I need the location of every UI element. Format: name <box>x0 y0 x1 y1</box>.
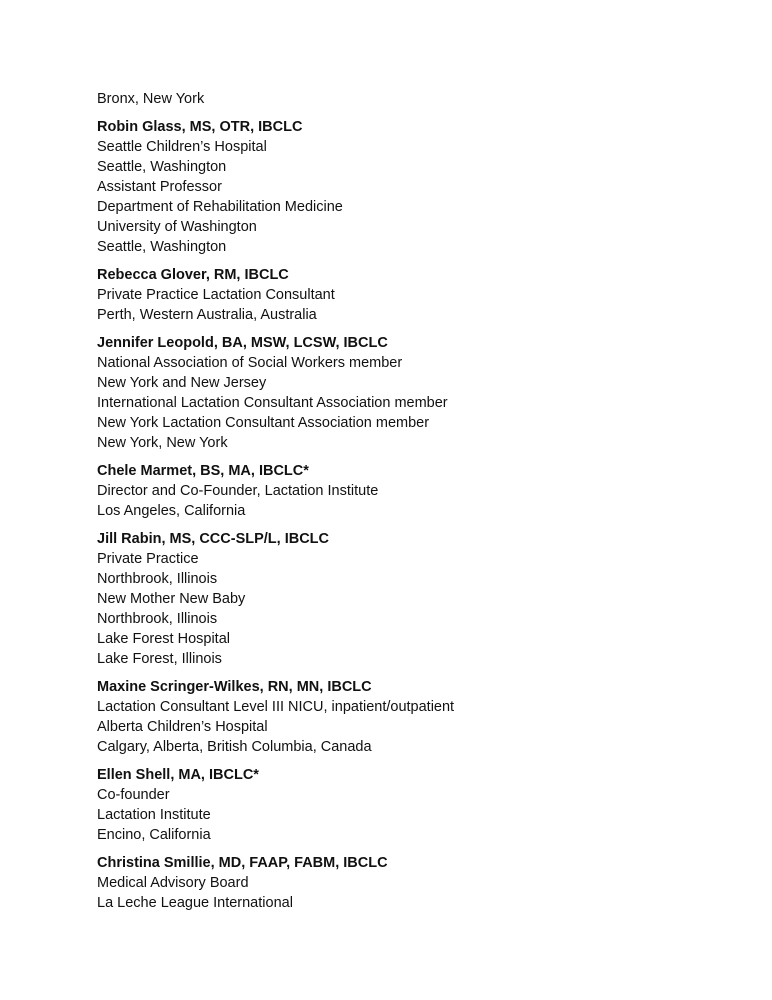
entry-line: Director and Co-Founder, Lactation Institute <box>97 483 379 499</box>
entry-line: Lake Forest, Illinois <box>97 651 222 667</box>
entry-line: Lactation Institute <box>97 807 211 823</box>
contributor-name: Christina Smillie, MD, FAAP, FABM, IBCLC <box>97 855 388 871</box>
contributor-entry <box>97 461 737 521</box>
entry-line: Department of Rehabilitation Medicine <box>97 199 343 215</box>
contributor-entry <box>97 265 737 325</box>
entry-line: New York and New Jersey <box>97 375 267 391</box>
contributor-entry <box>97 765 737 845</box>
entry-line: Medical Advisory Board <box>97 875 249 891</box>
entry-line: University of Washington <box>97 219 257 235</box>
entry-line: La Leche League International <box>97 895 293 911</box>
contributor-entry <box>97 853 737 913</box>
entry-line: Northbrook, Illinois <box>97 611 218 627</box>
contributor-name: Ellen Shell, MA, IBCLC* <box>97 767 259 783</box>
contributor-name: Maxine Scringer-Wilkes, RN, MN, IBCLC <box>97 679 372 695</box>
entry-line: Bronx, New York <box>97 91 205 107</box>
contributor-entry <box>97 677 737 757</box>
entry-line: New York Lactation Consultant Association member <box>97 415 430 431</box>
entry-line: Perth, Western Australia, Australia <box>97 307 317 323</box>
entry-line: Seattle, Washington <box>97 159 227 175</box>
entry-line: National Association of Social Workers member <box>97 355 403 371</box>
entry-line: Alberta Children’s Hospital <box>97 719 268 735</box>
entry-line: Northbrook, Illinois <box>97 571 218 587</box>
contributor-entry <box>97 333 737 453</box>
entry-line: New Mother New Baby <box>97 591 246 607</box>
entry-line: Encino, California <box>97 827 211 843</box>
entry-line: Seattle, Washington <box>97 239 227 255</box>
entry-line: Co-founder <box>97 787 170 803</box>
contributor-name: Jennifer Leopold, BA, MSW, LCSW, IBCLC <box>97 335 388 351</box>
entry-line: Private Practice <box>97 551 199 567</box>
entry-line: New York, New York <box>97 435 228 451</box>
contributor-name: Rebecca Glover, RM, IBCLC <box>97 267 289 283</box>
continued-entry <box>97 89 737 109</box>
contributor-name: Robin Glass, MS, OTR, IBCLC <box>97 119 303 135</box>
entry-line: Los Angeles, California <box>97 503 246 519</box>
entry-line: Seattle Children’s Hospital <box>97 139 267 155</box>
contributor-entry <box>97 117 737 257</box>
entry-line: Calgary, Alberta, British Columbia, Canada <box>97 739 372 755</box>
document-page <box>97 89 737 913</box>
contributor-entry <box>97 529 737 669</box>
contributor-name: Jill Rabin, MS, CCC-SLP/L, IBCLC <box>97 531 330 547</box>
entry-line: Private Practice Lactation Consultant <box>97 287 335 303</box>
entry-line: International Lactation Consultant Association member <box>97 395 448 411</box>
entry-line: Lake Forest Hospital <box>97 631 230 647</box>
contributor-name: Chele Marmet, BS, MA, IBCLC* <box>97 463 309 479</box>
entry-line: Lactation Consultant Level III NICU, inpatient/outpatient <box>97 699 455 715</box>
entry-line: Assistant Professor <box>97 179 222 195</box>
